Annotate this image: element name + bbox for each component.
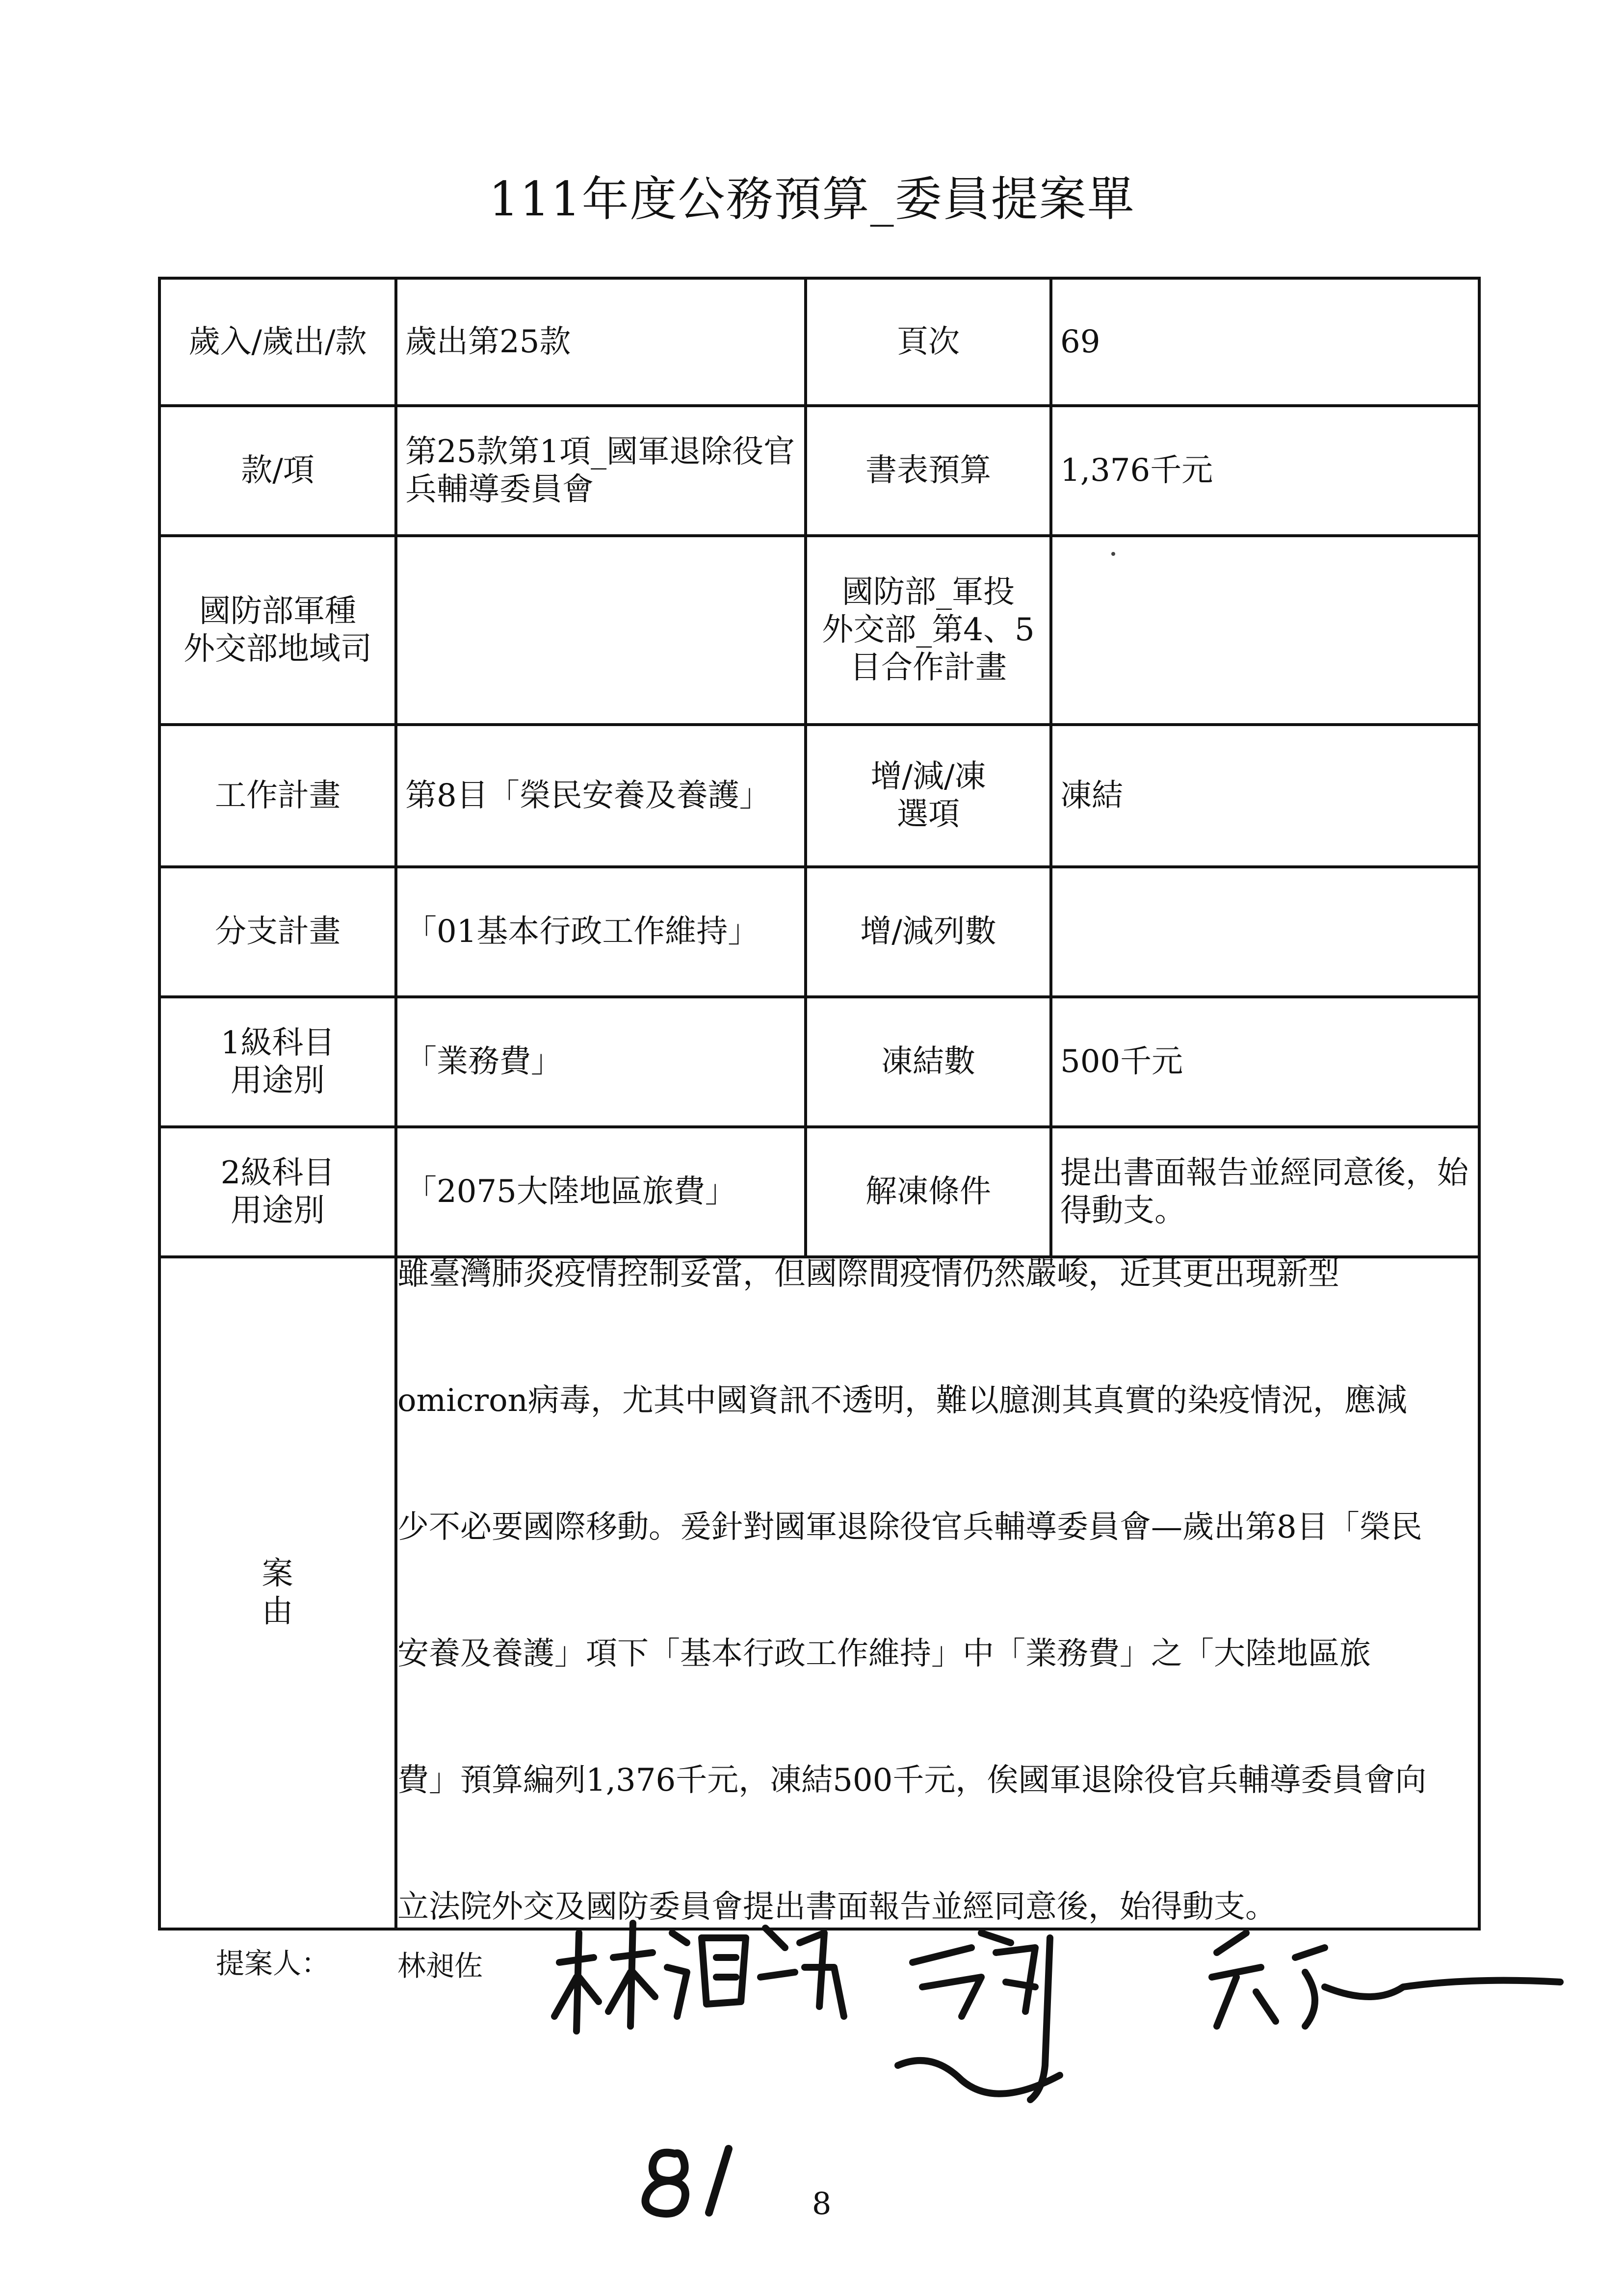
value-adjust-amount xyxy=(1051,867,1479,997)
label-branch-plan: 分支計畫 xyxy=(159,867,396,997)
label-defense-foreign: 國防部軍種 外交部地域司 xyxy=(159,536,396,725)
label-unfreeze-condition: 解凍條件 xyxy=(806,1127,1051,1257)
row-budget-type xyxy=(159,278,1479,406)
reason-line: 立法院外交及國防委員會提出書面報告並經同意後，始得動支。 xyxy=(397,1889,1277,1925)
scan-speck xyxy=(1111,552,1115,556)
row-level1-subject xyxy=(159,997,1479,1127)
label-work-plan: 工作計畫 xyxy=(159,725,396,867)
reason-line: 少不必要國際移動。爰針對國軍退除役官兵輔導委員會—歲出第8目「榮民 xyxy=(397,1509,1422,1545)
value-defense-foreign xyxy=(396,536,806,725)
value-freeze-amount: 500千元 xyxy=(1051,997,1479,1127)
reason-cell xyxy=(396,1257,1479,1929)
value-work-plan: 第8目「榮民安養及養護」 xyxy=(396,725,806,867)
label-section-item: 款/項 xyxy=(159,406,396,536)
reason-line: 雖臺灣肺炎疫情控制妥當，但國際間疫情仍然嚴峻，近其更出現新型 xyxy=(397,1256,1339,1292)
row-reason xyxy=(159,1257,1479,1929)
label-cooperation-plan: 國防部_軍投 外交部_第4、5 目合作計畫 xyxy=(806,536,1051,725)
handwritten-page-number xyxy=(628,2139,756,2222)
label-adjust-amount: 增/減列數 xyxy=(806,867,1051,997)
row-branch-plan xyxy=(159,867,1479,997)
value-unfreeze-condition: 提出書面報告並經同意後，始得動支。 xyxy=(1051,1127,1479,1257)
label-budget-amount: 書表預算 xyxy=(806,406,1051,536)
reason-line: 費」預算編列1,376千元，凍結500千元，俟國軍退除役官兵輔導委員會向 xyxy=(397,1762,1427,1799)
label-page: 頁次 xyxy=(806,278,1051,406)
proposer-name: 林昶佐 xyxy=(397,1949,483,1983)
value-budget-type: 歲出第25款 xyxy=(396,278,806,406)
proposal-form-table xyxy=(158,277,1481,1931)
page-number: 8 xyxy=(812,2186,832,2221)
proposer-label: 提案人： xyxy=(216,1947,330,1980)
value-section-item: 第25款第1項_國軍退除役官兵輔導委員會 xyxy=(396,406,806,536)
value-level2-subject: 「2075大陸地區旅費」 xyxy=(396,1127,806,1257)
row-work-plan xyxy=(159,725,1479,867)
value-level1-subject: 「業務費」 xyxy=(396,997,806,1127)
value-page: 69 xyxy=(1051,278,1479,406)
label-level2-subject: 2級科目 用途別 xyxy=(159,1127,396,1257)
label-freeze-amount: 凍結數 xyxy=(806,997,1051,1127)
value-cooperation-plan xyxy=(1051,536,1479,725)
reason-line: 安養及養護」項下「基本行政工作維持」中「業務費」之「大陸地區旅 xyxy=(397,1636,1371,1672)
row-defense-foreign xyxy=(159,536,1479,725)
value-branch-plan: 「01基本行政工作維持」 xyxy=(396,867,806,997)
label-level1-subject: 1級科目 用途別 xyxy=(159,997,396,1127)
value-budget-amount: 1,376千元 xyxy=(1051,406,1479,536)
label-adjust-option: 增/減/凍 選項 xyxy=(806,725,1051,867)
handwritten-signatures xyxy=(540,1904,1570,2129)
label-budget-type: 歲入/歲出/款 xyxy=(159,278,396,406)
row-level2-subject xyxy=(159,1127,1479,1257)
form-title: 111年度公務預算_委員提案單 xyxy=(489,172,1135,227)
reason-line: omicron病毒，尤其中國資訊不透明，難以臆測其真實的染疫情況，應減 xyxy=(397,1383,1407,1419)
row-section-item xyxy=(159,406,1479,536)
value-adjust-option: 凍結 xyxy=(1051,725,1479,867)
label-reason: 案由 xyxy=(159,1257,396,1929)
